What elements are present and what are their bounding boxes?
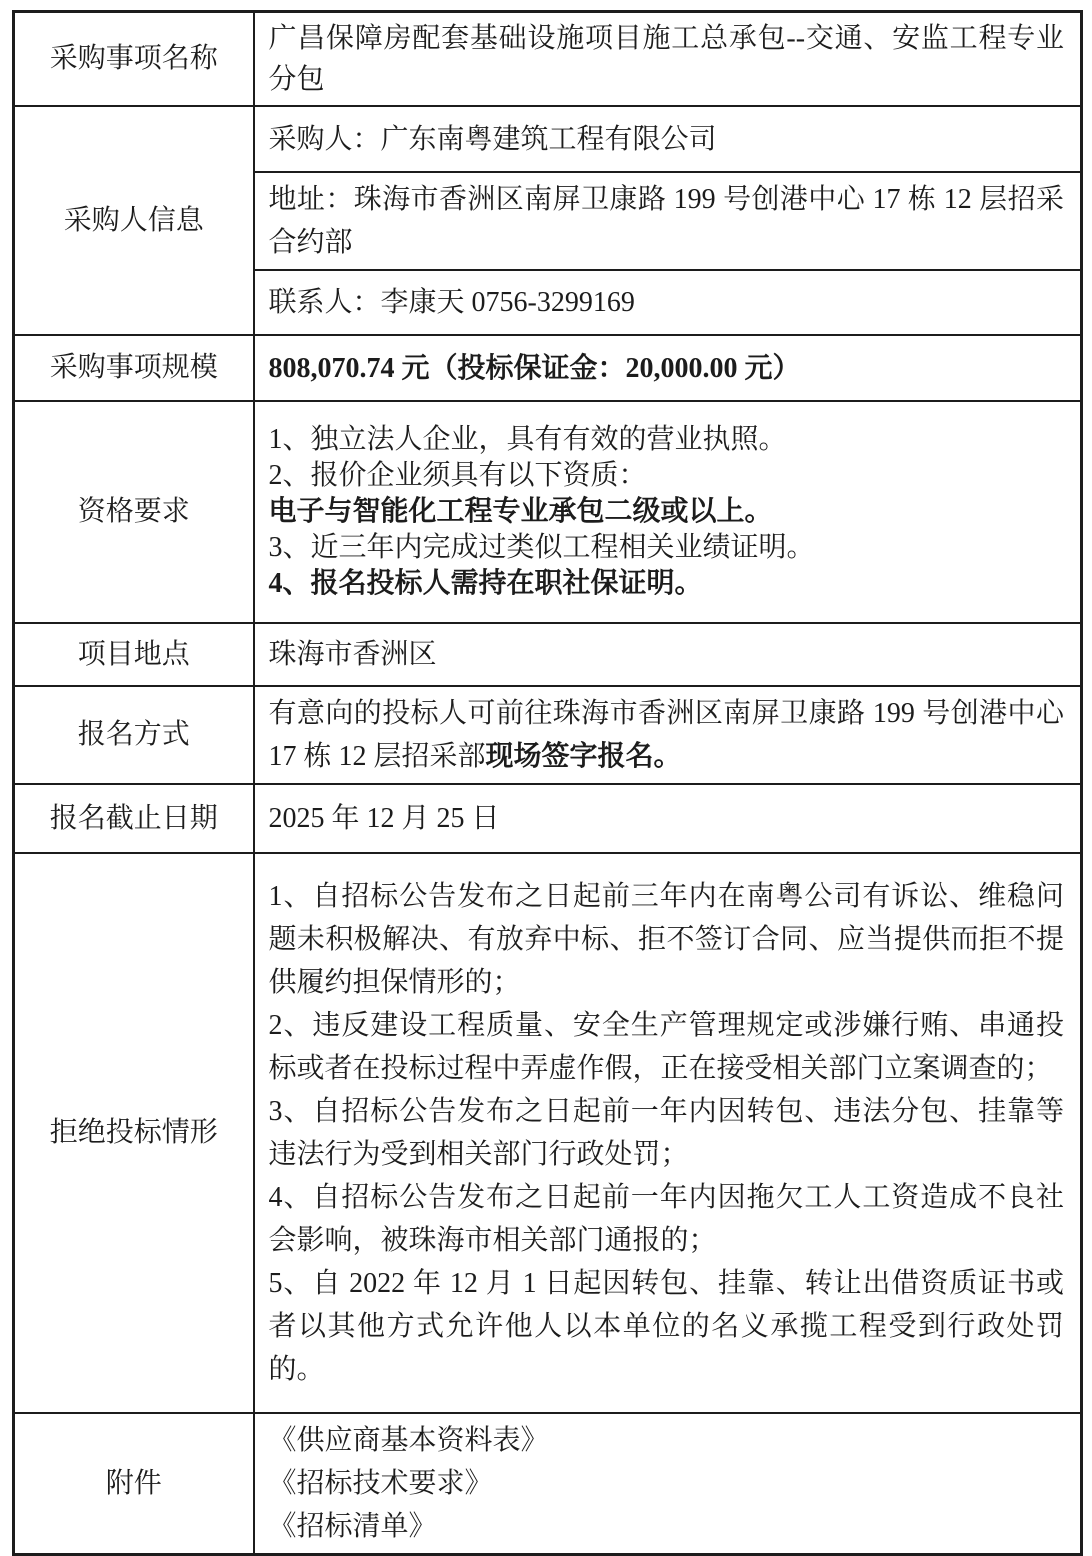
content-buyer-info-2 — [254, 270, 1082, 335]
content-scale — [254, 335, 1082, 401]
text-segment: 3、自招标公告发布之日起前一年内因转包、违法分包、挂靠等违法行为受到相关部门行政处罚； — [268, 1096, 1064, 1170]
text-segment: 《供应商基本资料表》 — [268, 1425, 549, 1456]
content-location — [254, 623, 1082, 686]
row-purchase-name — [14, 12, 1082, 107]
row-registration — [14, 686, 1082, 784]
paragraph — [269, 530, 1065, 566]
text-segment: 2025 年 12 月 25 日 — [268, 803, 500, 834]
paragraph — [269, 494, 1065, 530]
label-scale: 采购事项规模 — [14, 335, 254, 401]
label-attachments: 附件 — [14, 1413, 254, 1555]
row-scale — [14, 335, 1082, 401]
paragraph — [269, 875, 1065, 1004]
paragraph — [269, 633, 1065, 676]
text-segment: 5、自 2022 年 12 月 1 日起因转包、挂靠、转让出借资质证书或者以其他方式允许他人以本单位的名义承揽工程受到行政处罚的。 — [268, 1268, 1064, 1385]
procurement-table-body — [14, 12, 1082, 1555]
label-purchase-name: 采购事项名称 — [14, 12, 254, 107]
text-segment: 有意向的投标人可前往珠海市香洲区南屏卫康路 199 号创港中心 17 栋 12 层招采部 — [268, 698, 1064, 772]
row-attachments — [14, 1413, 1082, 1555]
content-qualifications — [254, 401, 1082, 623]
text-segment: 2、报价企业须具有以下资质： — [268, 460, 647, 491]
text-segment: 《招标技术要求》 — [268, 1468, 493, 1499]
text-segment-bold: 808,070.74 元（投标保证金：20,000.00 元） — [268, 352, 801, 384]
content-attachments — [254, 1413, 1082, 1555]
text-segment: 1、独立法人企业，具有有效的营业执照。 — [268, 424, 787, 455]
text-segment: 《招标清单》 — [268, 1511, 437, 1542]
paragraph — [269, 797, 1065, 840]
procurement-notice-table — [12, 10, 1083, 1556]
paragraph — [269, 566, 1065, 602]
paragraph — [269, 347, 1065, 390]
row-rejection — [14, 853, 1082, 1413]
paragraph — [269, 1462, 1065, 1505]
content-registration — [254, 686, 1082, 784]
content-purchase-name — [254, 12, 1082, 107]
paragraph — [269, 1419, 1065, 1462]
paragraph — [269, 281, 1065, 324]
content-buyer-info-1 — [254, 172, 1082, 270]
text-segment: 1、自招标公告发布之日起前三年内在南粤公司有诉讼、维稳问题未积极解决、有放弃中标、拒不签订合同、应当提供而拒不提供履约担保情形的； — [268, 881, 1064, 998]
paragraph — [269, 458, 1065, 494]
label-buyer-info: 采购人信息 — [14, 106, 254, 335]
content-buyer-info-0 — [254, 106, 1082, 172]
text-segment: 3、近三年内完成过类似工程相关业绩证明。 — [268, 532, 815, 563]
row-location — [14, 623, 1082, 686]
label-location: 项目地点 — [14, 623, 254, 686]
label-qualifications: 资格要求 — [14, 401, 254, 623]
content-rejection — [254, 853, 1082, 1413]
text-segment: 联系人：李康天 0756-3299169 — [268, 287, 635, 318]
text-segment: 2、违反建设工程质量、安全生产管理规定或涉嫌行贿、串通投标或者在投标过程中弄虚作假，正在接受相关部门立案调查的； — [268, 1010, 1064, 1084]
paragraph — [269, 1004, 1065, 1090]
label-rejection: 拒绝投标情形 — [14, 853, 254, 1413]
paragraph — [269, 1176, 1065, 1262]
text-segment: 广昌保障房配套基础设施项目施工总承包--交通、安监工程专业分包 — [268, 23, 1064, 95]
paragraph — [269, 178, 1065, 264]
paragraph — [269, 422, 1065, 458]
paragraph — [269, 1262, 1065, 1391]
text-segment-bold: 4、报名投标人需持在职社保证明。 — [268, 568, 703, 599]
paragraph — [269, 18, 1065, 100]
label-deadline: 报名截止日期 — [14, 784, 254, 853]
text-segment: 地址：珠海市香洲区南屏卫康路 199 号创港中心 17 栋 12 层招采合约部 — [268, 184, 1064, 258]
text-segment: 4、自招标公告发布之日起前一年内因拖欠工人工资造成不良社会影响，被珠海市相关部门通报的； — [268, 1182, 1064, 1256]
label-registration: 报名方式 — [14, 686, 254, 784]
text-segment: 珠海市香洲区 — [268, 639, 437, 670]
paragraph — [269, 1505, 1065, 1548]
paragraph — [269, 118, 1065, 161]
text-segment: 采购人：广东南粤建筑工程有限公司 — [268, 123, 717, 155]
content-deadline — [254, 784, 1082, 853]
row-buyer-info-0 — [14, 106, 1082, 172]
paragraph — [269, 1090, 1065, 1176]
paragraph — [269, 692, 1065, 778]
text-segment-bold: 现场签字报名。 — [485, 741, 682, 772]
text-segment-bold: 电子与智能化工程专业承包二级或以上。 — [268, 496, 773, 527]
row-qualifications — [14, 401, 1082, 623]
row-deadline — [14, 784, 1082, 853]
